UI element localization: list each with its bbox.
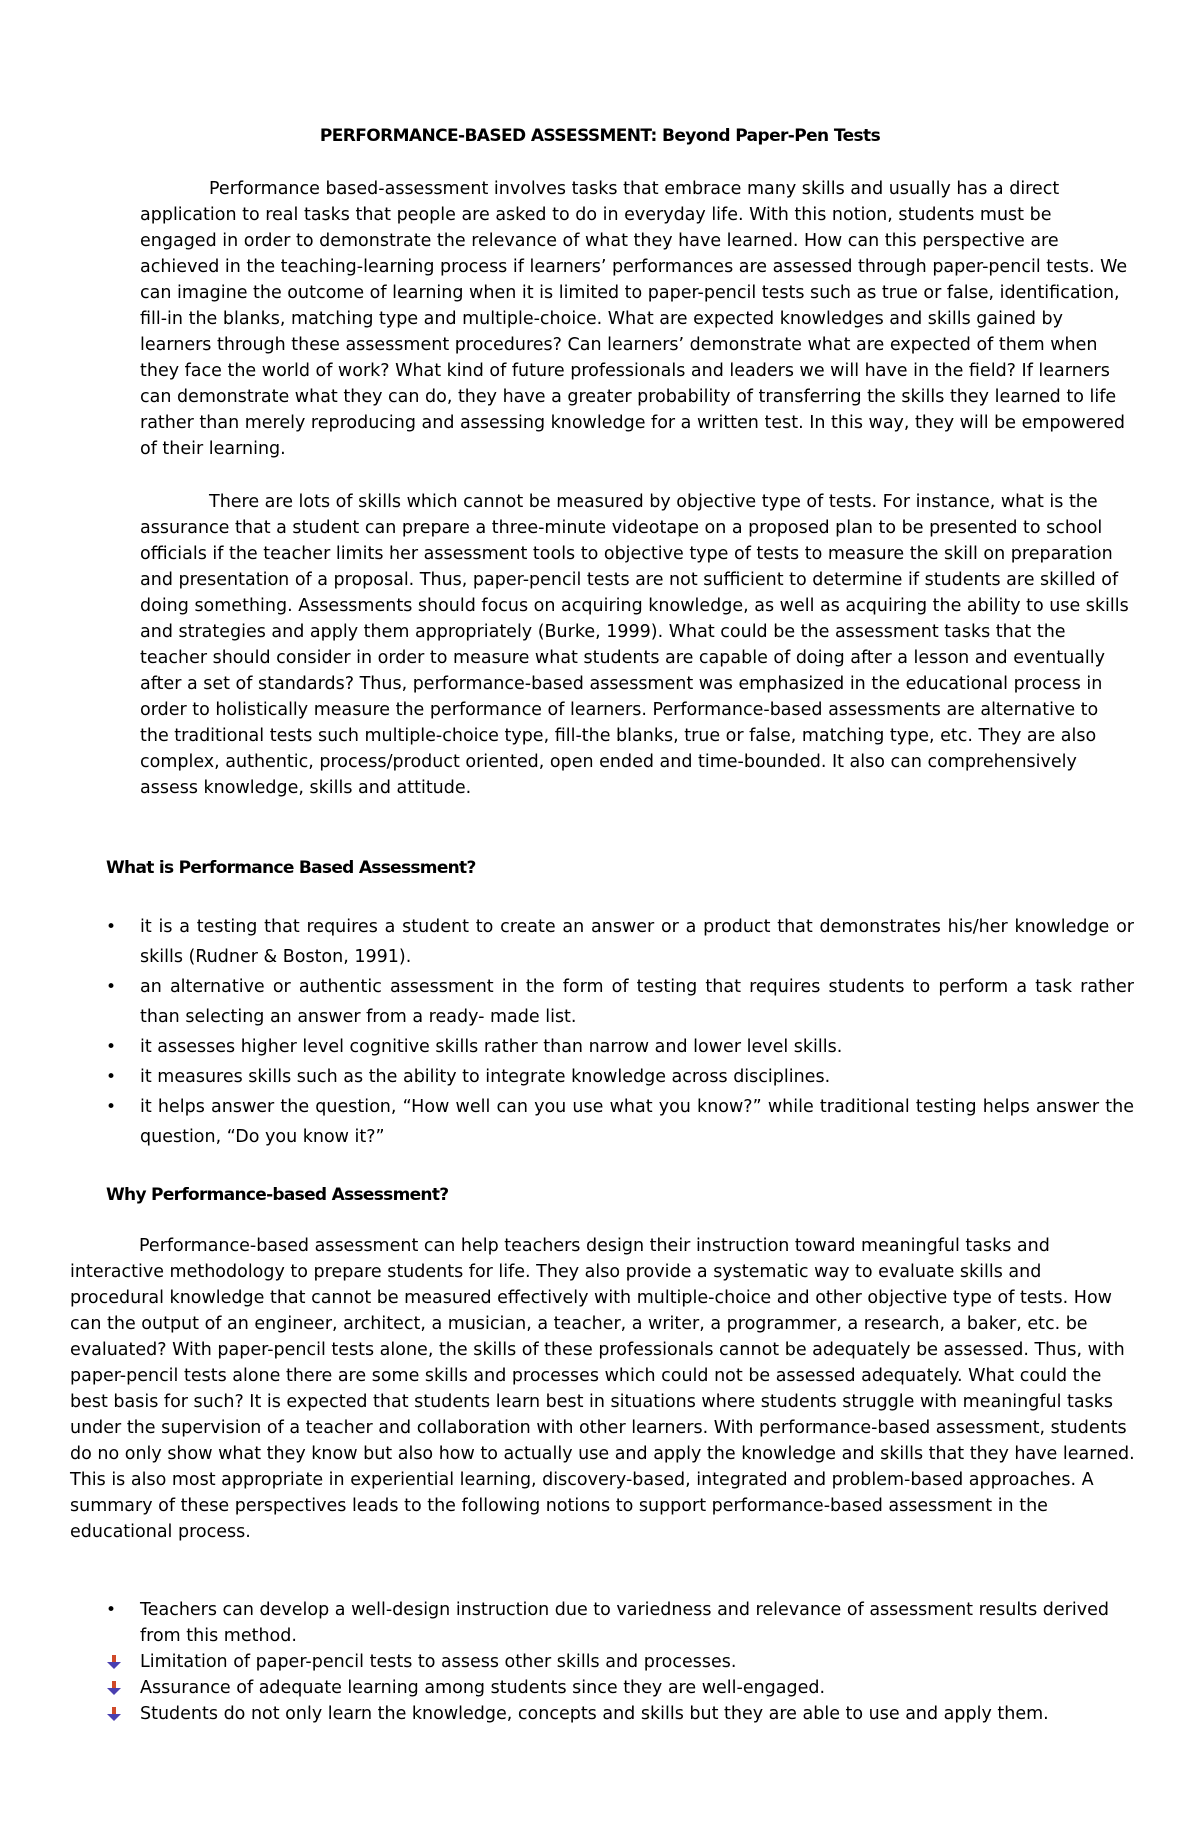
- bullet-icon: •: [106, 1097, 117, 1117]
- list-item-text: Teachers can develop a well-design instruction due to variedness and relevance of assessment results derived from this method.: [140, 1600, 1109, 1646]
- list-item: [106, 1062, 1134, 1092]
- list-item-text: Limitation of paper-pencil tests to assess other skills and processes.: [140, 1652, 737, 1672]
- list-item: [106, 972, 1134, 1032]
- notions-list: [106, 1597, 1134, 1727]
- list-item: [106, 1092, 1134, 1152]
- down-arrow-bullet-icon: [106, 1654, 122, 1670]
- document-title: PERFORMANCE-BASED ASSESSMENT: Beyond Paper-Pen Tests: [319, 126, 881, 146]
- bullet-icon: •: [106, 917, 117, 937]
- section-heading-what: What is Performance Based Assessment?: [106, 858, 476, 878]
- bullet-icon: •: [106, 1600, 117, 1620]
- list-item-text: it assesses higher level cognitive skills rather than narrow and lower level skills.: [140, 1037, 843, 1057]
- list-item-text: Assurance of adequate learning among students since they are well-engaged.: [140, 1678, 826, 1698]
- section-heading-why: Why Performance-based Assessment?: [106, 1185, 449, 1205]
- list-item: [106, 912, 1134, 972]
- skills-paragraph: There are lots of skills which cannot be measured by objective type of tests. For instance, what is the assurance that a student can prepare a three-minute videotape on a proposed plan to be presented to school officials if the teacher limits her assessment tools to objective type of tests to measure the skill on preparation and presentation of a proposal. Thus, paper-pencil tests are not sufficient to determine if students are skilled of doing something. Assessments should focus on acquiring knowledge, as well as acquiring the ability to use skills and strategies and apply them appropriately (Burke, 1999). What could be the assessment tasks that the teacher should consider in order to measure what students are capable of doing after a lesson and eventually after a set of standards? Thus, performance-based assessment was emphasized in the educational process in order to holistically measure the performance of learners. Performance-based assessments are alternative to the traditional tests such multiple-choice type, fill-the blanks, true or false, matching type, etc. They are also complex, authentic, process/product oriented, open ended and time-bounded. It also can comprehensively assess knowledge, skills and attitude.: [140, 492, 1129, 798]
- bullet-icon: •: [106, 1037, 117, 1057]
- intro-paragraph: Performance based-assessment involves tasks that embrace many skills and usually has a direct application to real tasks that people are asked to do in everyday life. With this notion, students must be engaged in order to demonstrate the relevance of what they have learned. How can this perspective are achieved in the teaching-learning process if learners’ performances are assessed through paper-pencil tests. We can imagine the outcome of learning when it is limited to paper-pencil tests such as true or false, identification, fill-in the blanks, matching type and multiple-choice. What are expected knowledges and skills gained by learners through these assessment procedures? Can learners’ demonstrate what are expected of them when they face the world of work? What kind of future professionals and leaders we will have in the field? If learners can demonstrate what they can do, they have a greater probability of transferring the skills they learned to life rather than merely reproducing and assessing knowledge for a written test. In this way, they will be empowered of their learning.: [140, 179, 1128, 459]
- list-item: [106, 1649, 1134, 1675]
- definition-list: [106, 912, 1134, 1152]
- down-arrow-bullet-icon: [106, 1706, 122, 1722]
- bullet-icon: •: [106, 977, 117, 997]
- list-item-text: Students do not only learn the knowledge, concepts and skills but they are able to use and apply them.: [140, 1704, 1049, 1724]
- list-item: [106, 1701, 1134, 1727]
- why-paragraph: Performance-based assessment can help teachers design their instruction toward meaningful tasks and interactive methodology to prepare students for life. They also provide a systematic way to evaluate skills and procedural knowledge that cannot be measured effectively with multiple-choice and other objective type of tests. How can the output of an engineer, architect, a musician, a teacher, a writer, a programmer, a research, a baker, etc. be evaluated? With paper-pencil tests alone, the skills of these professionals cannot be adequately be assessed. Thus, with paper-pencil tests alone there are some skills and processes which could not be assessed adequately. What could the best basis for such? It is expected that students learn best in situations where students struggle with meaningful tasks under the supervision of a teacher and collaboration with other learners. With performance-based assessment, students do no only show what they know but also how to actually use and apply the knowledge and skills that they have learned. This is also most appropriate in experiential learning, discovery-based, integrated and problem-based approaches. A summary of these perspectives leads to the following notions to support performance-based assessment in the educational process.: [70, 1236, 1135, 1542]
- list-item-text: it measures skills such as the ability to integrate knowledge across disciplines.: [140, 1067, 831, 1087]
- list-item-text: it is a testing that requires a student to create an answer or a product that demonstrates his/her knowledge or skills (Rudner & Boston, 1991).: [140, 917, 1134, 967]
- bullet-icon: •: [106, 1067, 117, 1087]
- list-item: [106, 1032, 1134, 1062]
- down-arrow-bullet-icon: [106, 1680, 122, 1696]
- list-item-text: an alternative or authentic assessment in the form of testing that requires students to perform a task rather than selecting an answer from a ready- made list.: [140, 977, 1134, 1027]
- list-item: [106, 1597, 1134, 1649]
- list-item: [106, 1675, 1134, 1701]
- list-item-text: it helps answer the question, “How well can you use what you know?” while traditional testing helps answer the question, “Do you know it?”: [140, 1097, 1134, 1147]
